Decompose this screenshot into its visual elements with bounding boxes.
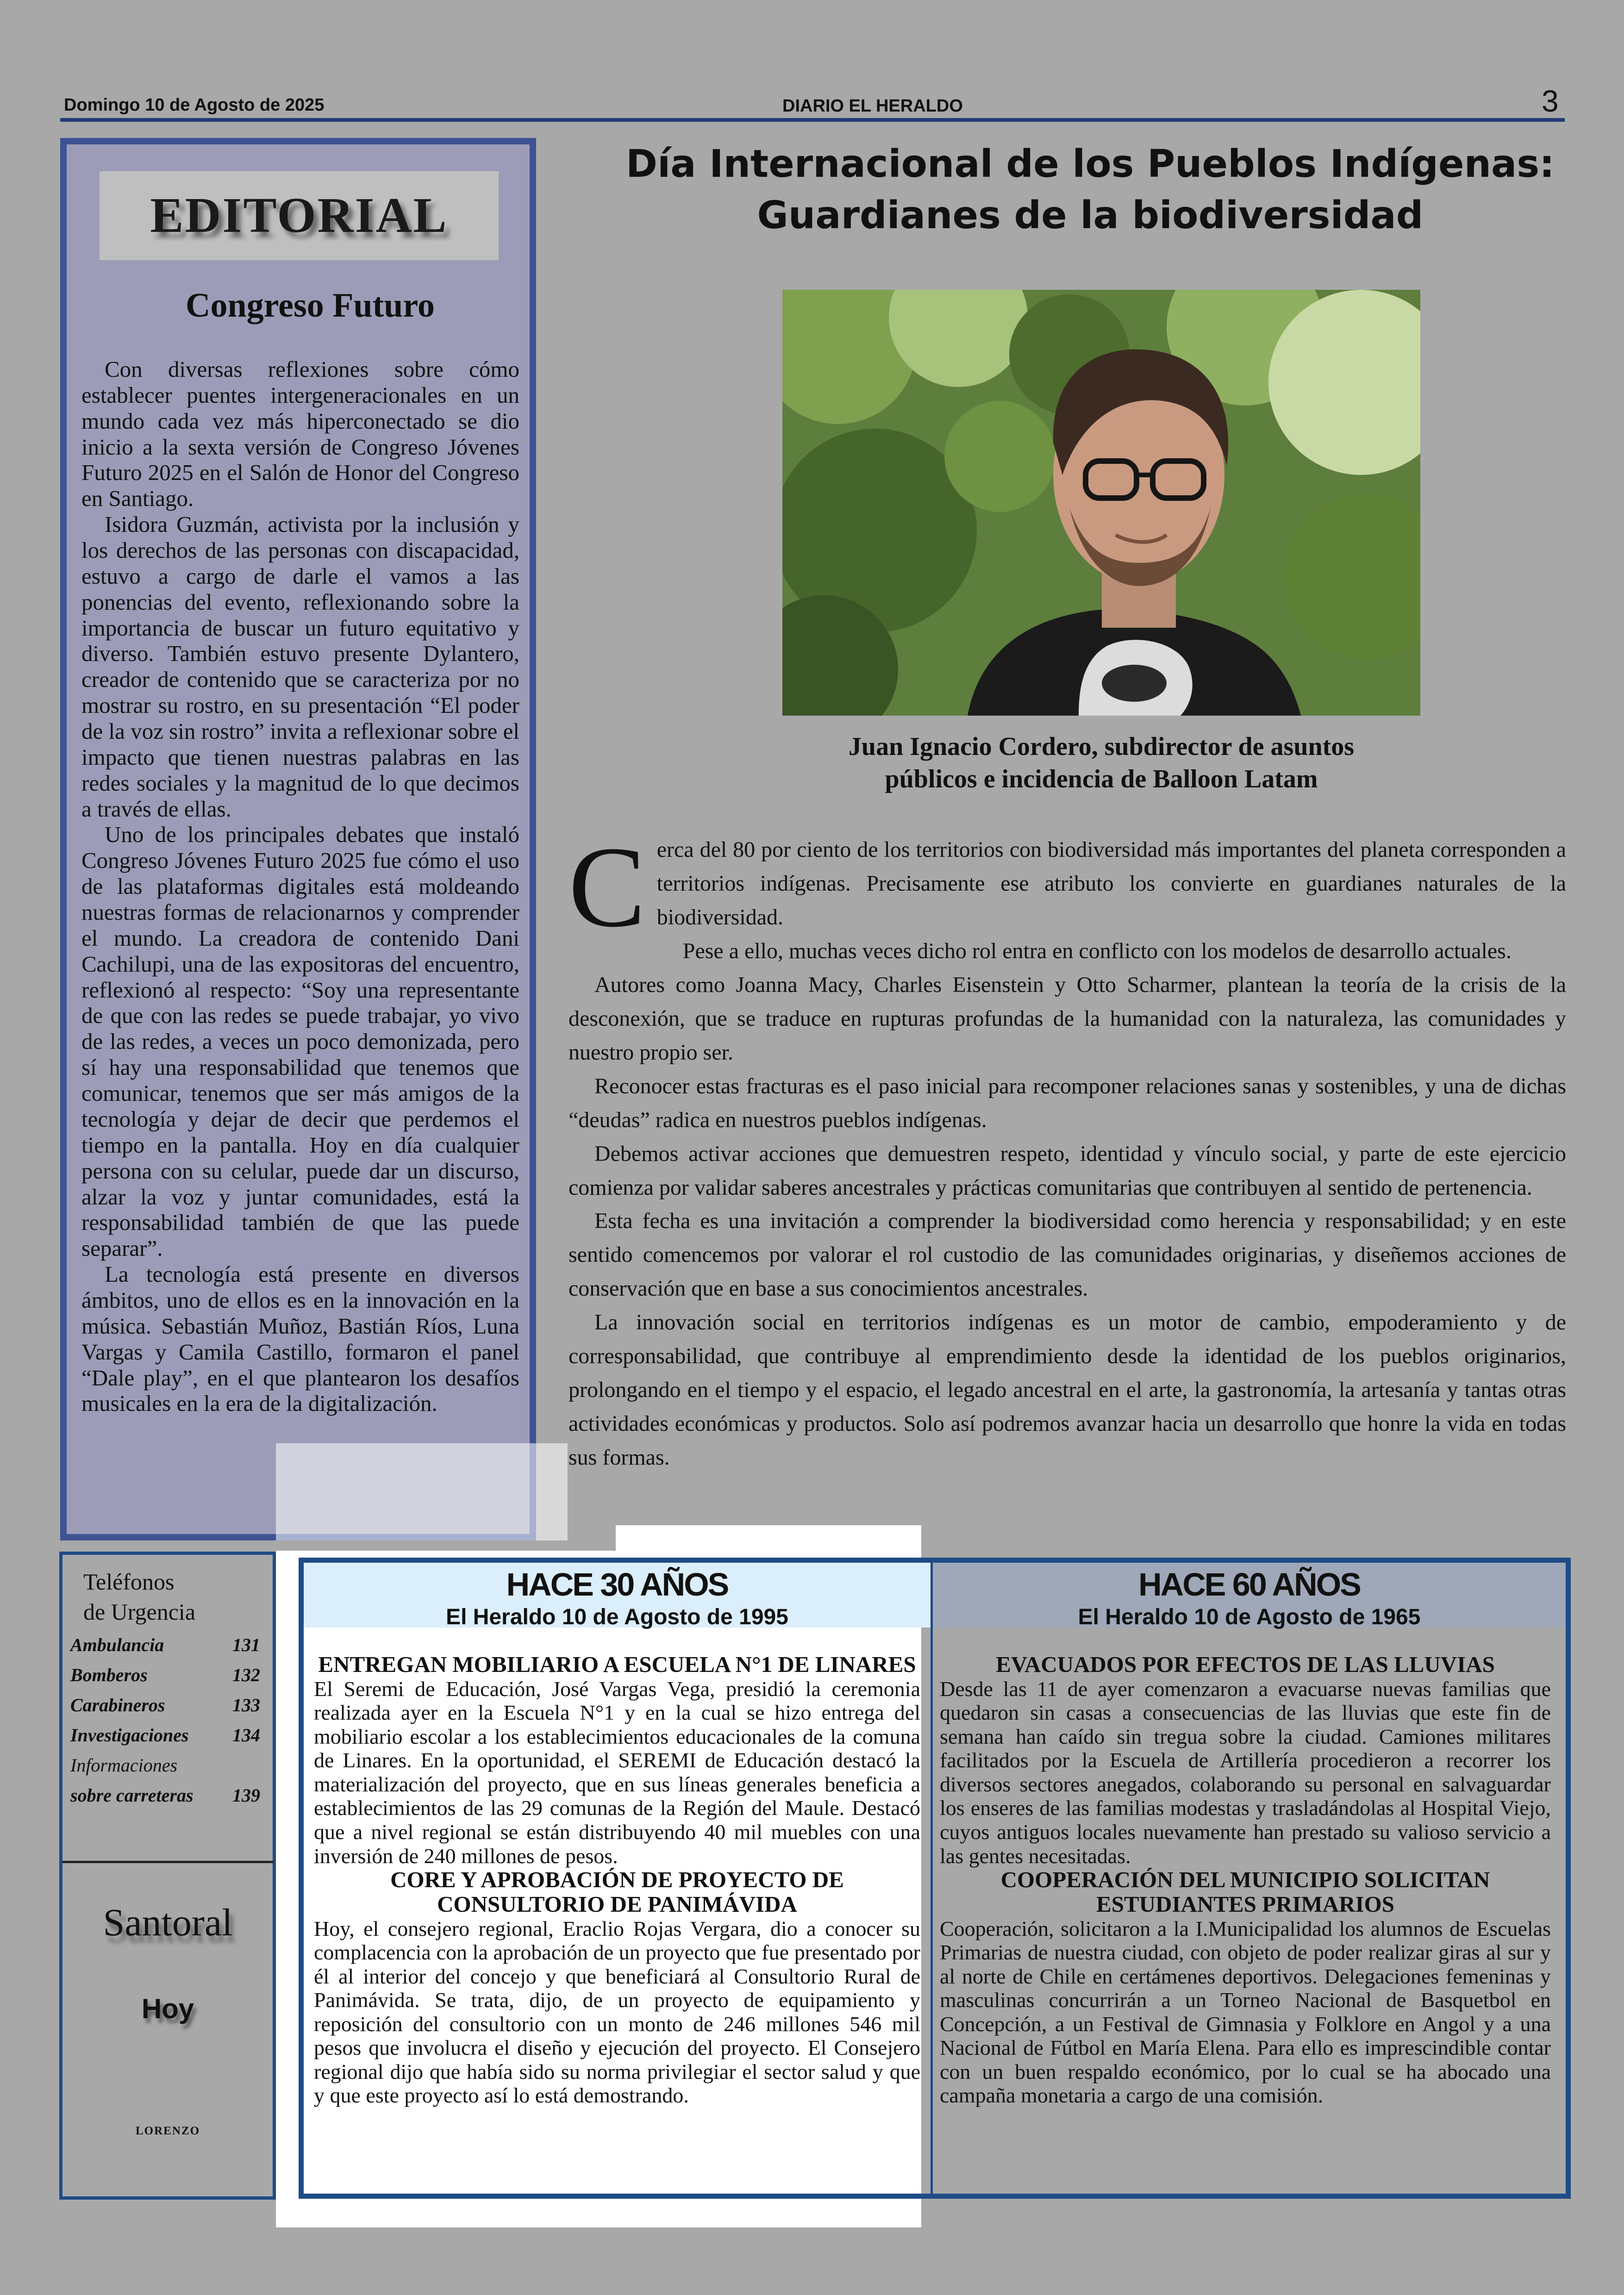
editorial-tag	[100, 171, 499, 260]
article-paragraph: Autores como Joanna Macy, Charles Eisenstein y Otto Scharmer, plantean la teoría de la crisis de la desconexión, que se traduce en rupturas profundas de la humanidad con la naturaleza, las comunidades y nuestro propio ser.	[568, 972, 1566, 1065]
article-headline-line2: Guardianes de la biodiversidad	[757, 193, 1424, 237]
hace30-column	[314, 1653, 920, 2108]
santoral-hoy: Hoy	[141, 1993, 194, 2024]
hace60-paragraph-1: Desde las 11 de ayer comenzaron a evacuarse nuevas familias que quedaron sin casas a consecuencias de las lluvias que este fin de semana han caído sin tregua sobre la ciudad. Camiones militares facilitados por la Escuela de Artillería procedieron a recorrer los diversos sectores anegados, colaborando su personal en salvaguardar los enseres de las familias modestas y trasladándolas al Hospital Viejo, cuyos antiguos locales nuevamente han prestado su valioso servicio a las gentes necesitadas.	[940, 1677, 1551, 1868]
phone-number: 132	[232, 1665, 260, 1685]
phone-number: 134	[232, 1725, 260, 1746]
editorial-body	[81, 356, 519, 1416]
white-overlay-fade	[276, 1443, 568, 1540]
hace30-paragraph-2: Hoy, el consejero regional, Eraclio Rojas Vergara, dio a conocer su complacencia con la aprobación de un proyecto que fue presentado por él al interior del concejo y que beneficiará al Consultorio Rural de Panimávida. Se trata, dijo, de un proyecto de equipamiento y reposición del consultorio con un monto de 246 millones 546 mil pesos que involucra el diseño y ejecución del proyecto. El Consejero regional dijo que había sido su norma privilegiar el sector salud y que y que este proyecto así lo está demostrando.	[314, 1916, 920, 2108]
hace30-headline-2: CORE Y APROBACIÓN DE PROYECTO DE CONSULTORIO DE PANIMÁVIDA	[390, 1867, 844, 1917]
article-first-paragraph-text: erca del 80 por ciento de los territorios con biodiversidad más importantes del planeta corresponden a territorios indígenas. Precisamente ese atributo los convierte en guardianes naturales de la biodiversidad.	[656, 837, 1566, 929]
phones-divider	[62, 1861, 273, 1863]
article-paragraph: La innovación social en territorios indígenas es un motor de cambio, empoderamiento y de corresponsabilidad, que contribuye al emprendimiento desde la identidad de los pueblos originarios, prolongando en el tiempo y el espacio, el legado ancestral en el arte, la gastronomía, la artesanía y tantas otras actividades económicas y productos. Solo así podremos avanzar hacia un desarrollo que honre la vida en todas sus formas.	[568, 1310, 1566, 1470]
article-photo	[782, 290, 1420, 716]
editorial-paragraph: Uno de los principales debates que instaló Congreso Jóvenes Futuro 2025 fue cómo el uso de las plataformas digitales está moldeando nuestras formas de relacionarnos y comprender el mundo. La creadora de contenido Dani Cachilupi, una de las expositoras del encuentro, reflexionó al respecto: “Soy una representante de que con las redes se puede trabajar, yo vivo de las redes, a veces un poco demonizada, pero sí hay una responsabilidad que tenemos que comunicar, tenemos que ser más amigos de la tecnología y dejar de decir que perdemos el tiempo en la pantalla. Hoy en día cualquier persona con su celular, puede dar un discurso, alzar la voz y juntar comunidades, está la responsabilidad también de que las puede separar”.	[81, 822, 519, 1261]
phone-label: Investigaciones	[70, 1725, 189, 1746]
article-body	[568, 823, 1566, 1475]
phones-title	[83, 1567, 195, 1627]
article-headline-line1: Día Internacional de los Pueblos Indígenas:	[626, 142, 1555, 186]
phone-row	[70, 1754, 260, 1776]
hace60-headline-1: EVACUADOS POR EFECTOS DE LAS LLUVIAS	[996, 1652, 1495, 1677]
photo-caption-line1: Juan Ignacio Cordero, subdirector de asuntos	[848, 732, 1355, 761]
article-paragraph: Debemos activar acciones que demuestren respeto, identidad y vínculo social, y parte de este ejercicio comienza por validar saberes ancestrales y prácticas comunitarias que contribuyen al sentido de pertenencia.	[568, 1141, 1566, 1200]
phone-number: 131	[232, 1634, 260, 1655]
photo-caption	[782, 730, 1420, 795]
hace30-title: HACE 30 AÑOS	[506, 1566, 728, 1603]
header-date: Domingo 10 de Agosto de 2025	[64, 95, 325, 115]
phone-label: Bomberos	[70, 1665, 148, 1685]
hace60-title: HACE 60 AÑOS	[1138, 1566, 1360, 1603]
article-headline	[579, 139, 1602, 241]
hace60-headline-2: COOPERACIÓN DEL MUNICIPIO SOLICITAN ESTUDIANTES PRIMARIOS	[1000, 1867, 1490, 1917]
santoral-title: Santoral	[103, 1901, 233, 1944]
article-paragraph: Esta fecha es una invitación a comprender la biodiversidad como herencia y responsabilidad; y en este sentido comencemos por valorar el rol custodio de las comunidades originarias, y diseñemos acciones de conservación que en base a sus conocimientos ancestrales.	[568, 1209, 1566, 1301]
phones-title-line2: de Urgencia	[83, 1599, 196, 1625]
editorial-paragraph: La tecnología está presente en diversos ámbitos, uno de ellos es en la innovación en la música. Sebastián Muñoz, Bastián Ríos, Luna Vargas y Camila Castillo, formaron el panel “Dale play”, en el que plantearon los desafíos musicales en la era de la digitalización.	[81, 1261, 519, 1416]
phone-number: 139	[232, 1785, 260, 1806]
phone-row	[70, 1634, 260, 1656]
phone-label: Informaciones	[70, 1755, 178, 1776]
phone-number: 133	[232, 1695, 260, 1715]
hace30-paragraph-1: El Seremi de Educación, José Vargas Vega, presidió la ceremonia realizada ayer en la Escuela N°1 y en la cual se hizo entrega del mobiliario escolar a los establecimientos educacionales de la comuna de Linares. En la oportunidad, el SEREMI de Educación destacó la materialización del proyecto, que en sus líneas generales beneficia a establecimientos de las 29 comunas de la Región del Maule. Destacó que a nivel regional se están distribuyendo 40 mil muebles con una inversión de 240 millones de pesos.	[314, 1677, 920, 1868]
santoral-name: LORENZO	[135, 2125, 200, 2137]
article-paragraph: Reconocer estas fracturas es el paso inicial para recomponer relaciones sanas y sostenibles, y una de dichas “deudas” radica en nuestros pueblos indígenas.	[568, 1073, 1566, 1132]
header-paper-name: DIARIO EL HERALDO	[782, 96, 963, 116]
hace30-subtitle: El Heraldo 10 de Agosto de 1995	[446, 1605, 788, 1629]
hace60-subtitle: El Heraldo 10 de Agosto de 1965	[1078, 1605, 1421, 1629]
hace30-headline-1: ENTREGAN MOBILIARIO A ESCUELA N°1 DE LINARES	[318, 1652, 916, 1677]
editorial-paragraph: Isidora Guzmán, activista por la inclusión y los derechos de las personas con discapacidad, estuvo a cargo de darle el vamos a las ponencias del evento, reflexionando sobre la importancia de buscar un futuro equitativo y diverso. También estuvo presente Dylantero, creador de contenido que se caracteriza por no mostrar su rostro, en su presentación “El poder de la voz sin rostro” invita a reflexionar sobre el impacto que tienen nuestras palabras en las redes sociales y la magnitud de lo que decimos a través de ellas.	[81, 511, 519, 822]
phone-label: Ambulancia	[70, 1634, 164, 1655]
hace60-paragraph-2: Cooperación, solicitaron a la I.Municipalidad los alumnos de Escuelas Primarias de nuestra ciudad, con objeto de poder realizar giras al sur y al norte de Chile en certámenes deportivos. Delegaciones femeninas y masculinas concurrirán a un Torneo Nacional de Basquetbol en Concepción, a un Festival de Gimnasia y Folklore en Angol y a una Nacional de Fútbol en María Elena. Para ello es imprescindible contar con un buen respaldo económico, por lo cual se ha abocado una campaña monetaria a cargo de una comisión.	[940, 1916, 1551, 2108]
hace60-column	[940, 1653, 1551, 2108]
phone-row	[70, 1664, 260, 1686]
phone-row	[70, 1694, 260, 1716]
phone-label: sobre carreteras	[70, 1785, 194, 1806]
phone-label: Carabineros	[70, 1695, 165, 1715]
header-rule	[60, 118, 1565, 122]
phones-title-line1: Teléfonos	[83, 1569, 175, 1595]
photo-caption-line2: públicos e incidencia de Balloon Latam	[885, 765, 1318, 793]
article-paragraph: Pese a ello, muchas veces dicho rol entra en conflicto con los modelos de desarrollo actuales.	[682, 938, 1512, 963]
phone-row	[70, 1784, 260, 1806]
phone-row	[70, 1724, 260, 1746]
editorial-title: Congreso Futuro	[186, 287, 435, 324]
hace-divider	[931, 1560, 933, 2196]
header-page-number: 3	[1542, 84, 1559, 118]
editorial-paragraph: Con diversas reflexiones sobre cómo establecer puentes intergeneracionales en un mundo cada vez más hiperconectado se dio inicio a la sexta versión de Congreso Jóvenes Futuro 2025 en el Salón de Honor del Congreso en Santiago.	[81, 356, 519, 511]
drop-cap: C	[568, 823, 646, 951]
editorial-tag-text: EDITORIAL	[150, 188, 448, 243]
